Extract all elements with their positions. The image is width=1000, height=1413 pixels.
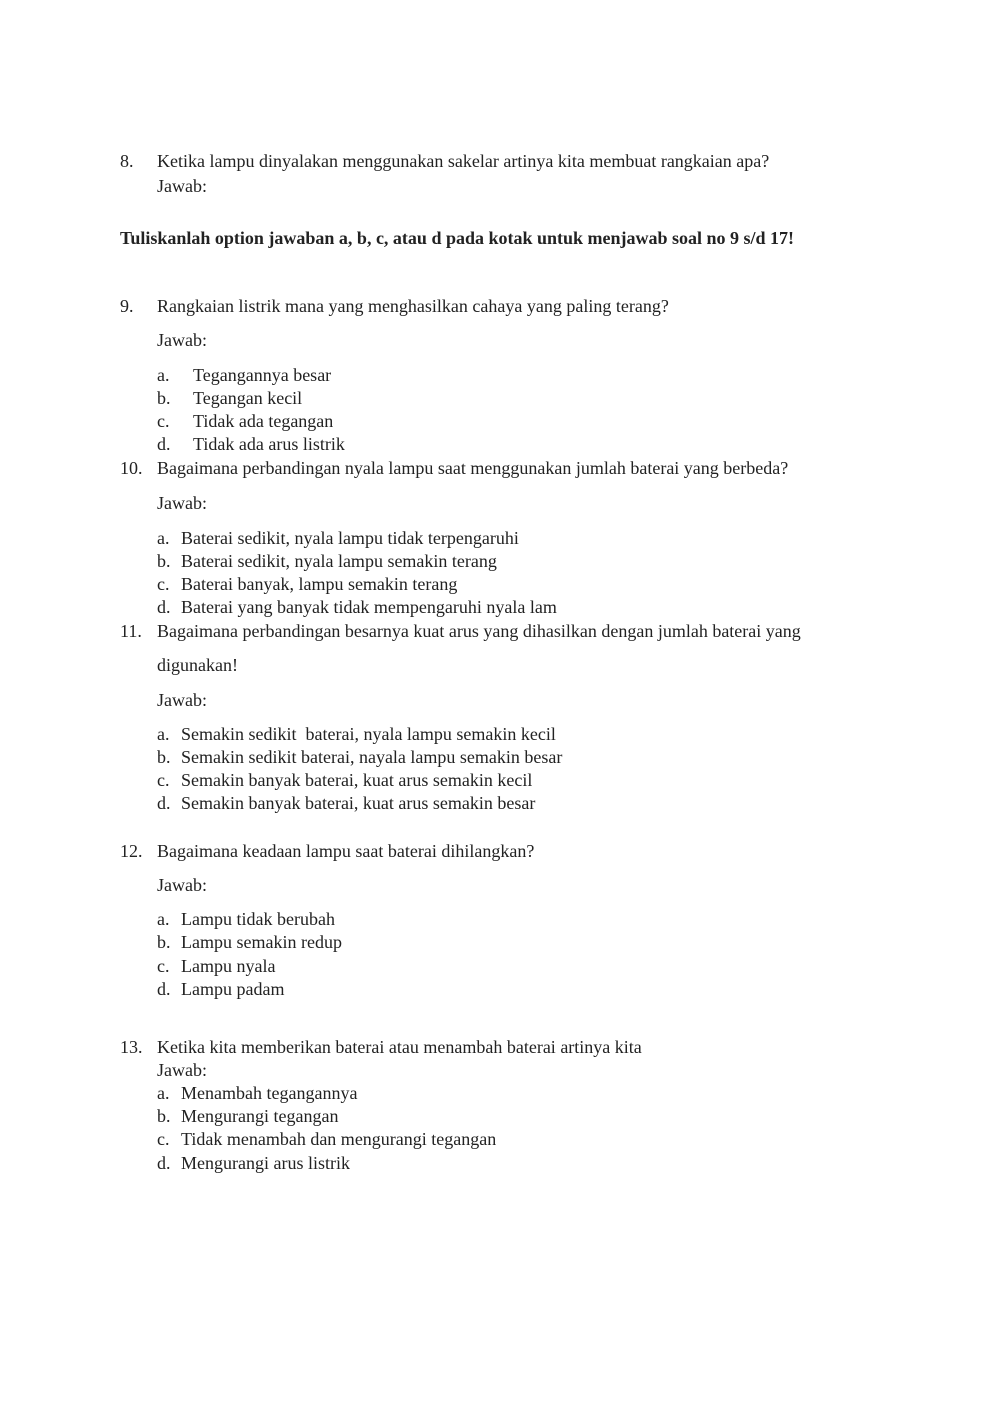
q9-option-b-text: Tegangan kecil — [193, 388, 303, 408]
q12-option-d-text: Lampu padam — [181, 979, 285, 999]
q10-option-b — [157, 550, 497, 573]
q11-option-b-text: Semakin sedikit baterai, nayala lampu semakin besar — [181, 747, 563, 767]
q10-option-d-text: Baterai yang banyak tidak mempengaruhi nyala lam — [181, 597, 557, 617]
q12-text: Bagaimana keadaan lampu saat baterai dihilangkan? — [157, 841, 535, 861]
q11-option-a-letter: a. — [157, 724, 170, 744]
instruction-text: Tuliskanlah option jawaban a, b, c, atau d pada kotak untuk menjawab soal no 9 s/d 17! — [120, 228, 795, 248]
q9-option-b — [157, 387, 302, 410]
q9-option-c-letter: c. — [157, 411, 170, 431]
q10-answer-label: Jawab: — [157, 493, 207, 513]
q9-option-b-letter: b. — [157, 388, 171, 408]
q13-answer-label: Jawab: — [157, 1060, 207, 1080]
q9-option-d-letter: d. — [157, 434, 171, 454]
q9-option-d-text: Tidak ada arus listrik — [193, 434, 345, 454]
q12-option-b — [157, 931, 342, 954]
q9-number: 9. — [120, 296, 134, 316]
q9-answer-label: Jawab: — [157, 330, 207, 350]
q10-option-a-text: Baterai sedikit, nyala lampu tidak terpengaruhi — [181, 528, 519, 548]
q11-text-line1: Bagaimana perbandingan besarnya kuat arus yang dihasilkan dengan jumlah baterai yang — [157, 621, 801, 641]
q13-option-c — [157, 1128, 496, 1151]
q13-option-b — [157, 1105, 338, 1128]
q12-option-d — [157, 978, 284, 1001]
q11-option-b-letter: b. — [157, 747, 171, 767]
q13-option-d — [157, 1152, 350, 1175]
q12-option-c-text: Lampu nyala — [181, 956, 276, 976]
q11-option-d-text: Semakin banyak baterai, kuat arus semakin besar — [181, 793, 536, 813]
q12-option-a — [157, 908, 335, 931]
q12-option-b-letter: b. — [157, 932, 171, 952]
q12-option-b-text: Lampu semakin redup — [181, 932, 342, 952]
q13-option-a-text: Menambah tegangannya — [181, 1083, 358, 1103]
q10-option-d — [157, 596, 557, 619]
q13-option-a-letter: a. — [157, 1083, 170, 1103]
q12-option-d-letter: d. — [157, 979, 171, 999]
q10-option-a-letter: a. — [157, 528, 170, 548]
q9-option-a — [157, 364, 331, 387]
q11-option-d — [157, 792, 535, 815]
q11-option-c-text: Semakin banyak baterai, kuat arus semakin kecil — [181, 770, 533, 790]
q8-text: Ketika lampu dinyalakan menggunakan sakelar artinya kita membuat rangkaian apa? — [157, 151, 770, 171]
q12-option-a-letter: a. — [157, 909, 170, 929]
q13-option-b-letter: b. — [157, 1106, 171, 1126]
q13-option-c-text: Tidak menambah dan mengurangi tegangan — [181, 1129, 497, 1149]
q13-option-b-text: Mengurangi tegangan — [181, 1106, 339, 1126]
q12-option-c-letter: c. — [157, 956, 170, 976]
q13-option-d-text: Mengurangi arus listrik — [181, 1153, 350, 1173]
q12-option-c — [157, 955, 275, 978]
q11-text-line2: digunakan! — [157, 655, 238, 675]
q13-text: Ketika kita memberikan baterai atau menambah baterai artinya kita — [157, 1037, 642, 1057]
q10-option-b-text: Baterai sedikit, nyala lampu semakin terang — [181, 551, 497, 571]
q10-text: Bagaimana perbandingan nyala lampu saat menggunakan jumlah baterai yang berbeda? — [157, 458, 789, 478]
q11-option-a-text: Semakin sedikit baterai, nyala lampu semakin kecil — [181, 724, 556, 744]
q10-option-c-text: Baterai banyak, lampu semakin terang — [181, 574, 458, 594]
q9-option-c-text: Tidak ada tegangan — [193, 411, 334, 431]
q9-option-d — [157, 433, 345, 456]
q13-number: 13. — [120, 1037, 143, 1057]
q8-number: 8. — [120, 151, 134, 171]
q10-option-b-letter: b. — [157, 551, 171, 571]
q10-option-c — [157, 573, 457, 596]
q12-answer-label: Jawab: — [157, 875, 207, 895]
q13-option-d-letter: d. — [157, 1153, 171, 1173]
q11-option-b — [157, 746, 562, 769]
q9-option-a-text: Tegangannya besar — [193, 365, 332, 385]
q11-answer-label: Jawab: — [157, 690, 207, 710]
q12-number: 12. — [120, 841, 143, 861]
q11-option-c — [157, 769, 532, 792]
q10-option-d-letter: d. — [157, 597, 171, 617]
q8-answer-label: Jawab: — [157, 176, 207, 196]
q9-option-a-letter: a. — [157, 365, 170, 385]
q9-text: Rangkaian listrik mana yang menghasilkan cahaya yang paling terang? — [157, 296, 669, 316]
q11-option-d-letter: d. — [157, 793, 171, 813]
q9-option-c — [157, 410, 333, 433]
q13-option-c-letter: c. — [157, 1129, 170, 1149]
q10-number: 10. — [120, 458, 143, 478]
q11-option-c-letter: c. — [157, 770, 170, 790]
q10-option-c-letter: c. — [157, 574, 170, 594]
q11-option-a — [157, 723, 556, 746]
q13-option-a — [157, 1082, 357, 1105]
q12-option-a-text: Lampu tidak berubah — [181, 909, 335, 929]
q11-number: 11. — [120, 621, 142, 641]
q10-option-a — [157, 527, 519, 550]
